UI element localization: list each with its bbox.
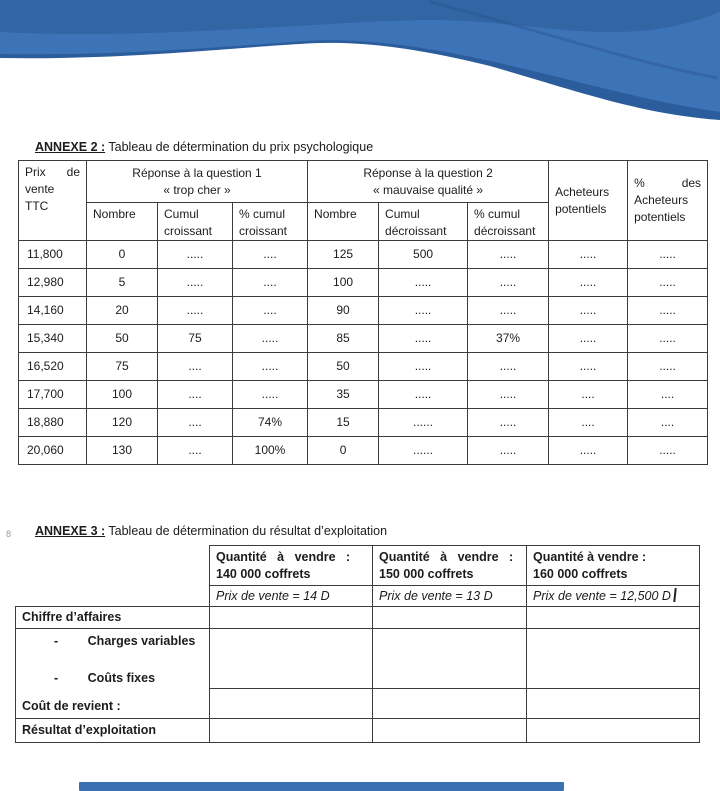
empty-cell [210, 719, 373, 743]
question2-line2: « mauvaise qualité » [373, 182, 484, 197]
data-cell: ..... [549, 269, 628, 297]
data-cell: ..... [158, 297, 233, 325]
empty-cell [210, 629, 373, 689]
data-cell: ..... [549, 353, 628, 381]
data-cell: ..... [628, 269, 708, 297]
header-spacer [16, 546, 210, 586]
question1-line2: « trop cher » [163, 182, 231, 197]
subheader-pct-cumul-croissant: % cumul croissant [233, 203, 308, 241]
data-cell: 15 [308, 409, 379, 437]
data-cell: 35 [308, 381, 379, 409]
couts-fixes-line [16, 670, 209, 687]
data-cell: ..... [468, 297, 549, 325]
data-cell: 100 [308, 269, 379, 297]
annexe2-table [18, 160, 708, 465]
data-cell: 20 [87, 297, 158, 325]
data-cell: 85 [308, 325, 379, 353]
price-value-cell: 16,520 [19, 353, 87, 381]
subheader-nombre-q1: Nombre [87, 203, 158, 241]
cout-revient-label: Coût de revient : [22, 699, 121, 713]
table-row [19, 409, 708, 437]
header-question1-group [87, 161, 308, 203]
annexe3-title-label: ANNEXE 3 : [35, 524, 106, 538]
data-cell: ..... [158, 269, 233, 297]
data-cell: 500 [379, 241, 468, 269]
data-cell: 0 [87, 241, 158, 269]
subheader-nombre-q2: Nombre [308, 203, 379, 241]
data-cell: 75 [87, 353, 158, 381]
empty-cell [210, 607, 373, 629]
data-cell: ..... [628, 325, 708, 353]
annexe3-title [35, 523, 387, 539]
data-cell: .... [549, 409, 628, 437]
data-cell: ..... [233, 325, 308, 353]
data-cell: ..... [468, 241, 549, 269]
data-cell: 125 [308, 241, 379, 269]
data-cell: ..... [158, 241, 233, 269]
data-cell: .... [158, 381, 233, 409]
margin-page-mark: 8 [6, 529, 12, 539]
data-cell: .... [233, 297, 308, 325]
table-row [19, 381, 708, 409]
data-cell: ..... [379, 297, 468, 325]
data-cell: ..... [549, 297, 628, 325]
qty-line1: Quantité à vendre : [533, 549, 647, 564]
header-qty-140000 [210, 546, 373, 586]
data-cell: 90 [308, 297, 379, 325]
data-cell: ..... [468, 409, 549, 437]
qty-line2: 150 000 coffrets [379, 566, 474, 581]
dash-bullet: - [54, 671, 59, 685]
price-value-cell: 18,880 [19, 409, 87, 437]
subheader-cumul-decroissant: Cumul décroissant [379, 203, 468, 241]
data-cell: ..... [549, 325, 628, 353]
data-cell: 50 [308, 353, 379, 381]
annexe3-table [15, 545, 700, 743]
data-cell: 50 [87, 325, 158, 353]
data-cell: ..... [379, 381, 468, 409]
empty-cell [527, 689, 700, 719]
annexe2-title-text: Tableau de détermination du prix psychologique [108, 140, 374, 154]
question1-line1: Réponse à la question 1 [132, 165, 262, 180]
data-cell: ..... [628, 353, 708, 381]
price-12-500d-cell[interactable] [527, 586, 700, 607]
row-label-chiffre-affaires: Chiffre d’affaires [16, 607, 210, 629]
empty-cell [527, 719, 700, 743]
data-cell: ..... [468, 353, 549, 381]
qty-line1: Quantité à vendre : [379, 549, 514, 564]
data-cell: .... [549, 381, 628, 409]
header-pct-acheteurs-potentiels: % des Acheteurs potentiels [628, 161, 708, 241]
data-cell: 5 [87, 269, 158, 297]
data-cell: 100 [87, 381, 158, 409]
data-cell: 120 [87, 409, 158, 437]
couts-fixes-label: Coûts fixes [87, 671, 156, 685]
data-cell: 130 [87, 437, 158, 465]
data-cell: ..... [379, 269, 468, 297]
data-cell: ..... [628, 437, 708, 465]
data-cell: ..... [628, 297, 708, 325]
data-cell: .... [158, 409, 233, 437]
data-cell: 37% [468, 325, 549, 353]
header-qty-150000 [373, 546, 527, 586]
data-cell: 100% [233, 437, 308, 465]
data-cell: ..... [233, 353, 308, 381]
bottom-blue-bar [79, 782, 564, 791]
annexe2-body [19, 241, 708, 465]
price-14d-cell: Prix de vente = 14 D [210, 586, 373, 607]
subheader-pct-cumul-decroissant: % cumul décroissant [468, 203, 549, 241]
table-row [19, 353, 708, 381]
annexe2-title-label: ANNEXE 2 : [35, 140, 106, 154]
header-question2-group [308, 161, 549, 203]
subheader-cumul-croissant: Cumul croissant [158, 203, 233, 241]
data-cell: .... [158, 353, 233, 381]
table-row [19, 241, 708, 269]
data-cell: ..... [549, 241, 628, 269]
empty-cell [373, 689, 527, 719]
table-row [19, 297, 708, 325]
data-cell: ...... [379, 409, 468, 437]
annexe2-title [35, 139, 373, 155]
data-cell: ..... [233, 381, 308, 409]
data-cell: ..... [468, 269, 549, 297]
header-prix-vente-ttc: Prix de vente TTC [19, 161, 87, 241]
empty-cell [373, 719, 527, 743]
qty-line2: 140 000 coffrets [216, 566, 311, 581]
data-cell: ..... [379, 325, 468, 353]
price-text: Prix de vente = 12,500 D [533, 588, 671, 603]
row-label-resultat-exploitation: Résultat d’exploitation [16, 719, 210, 743]
data-cell: .... [233, 241, 308, 269]
data-cell: .... [628, 381, 708, 409]
empty-cell [527, 629, 700, 689]
price-13d-cell: Prix de vente = 13 D [373, 586, 527, 607]
data-cell: ..... [549, 437, 628, 465]
table-row [19, 325, 708, 353]
data-cell: .... [158, 437, 233, 465]
text-cursor [673, 587, 676, 601]
question2-line1: Réponse à la question 2 [363, 165, 493, 180]
qty-line2: 160 000 coffrets [533, 566, 628, 581]
data-cell: ..... [628, 241, 708, 269]
price-value-cell: 17,700 [19, 381, 87, 409]
charges-variables-line [16, 633, 209, 650]
table-row [19, 269, 708, 297]
price-value-cell: 20,060 [19, 437, 87, 465]
header-qty-160000 [527, 546, 700, 586]
dash-bullet: - [54, 634, 59, 648]
header-spacer [16, 586, 210, 607]
qty-line1: Quantité à vendre : [216, 549, 351, 564]
price-value-cell: 12,980 [19, 269, 87, 297]
data-cell: .... [628, 409, 708, 437]
row-label-charges-group [16, 629, 210, 719]
price-value-cell: 15,340 [19, 325, 87, 353]
table-row [19, 437, 708, 465]
charges-variables-label: Charges variables [87, 634, 196, 648]
wave-svg [0, 0, 720, 132]
price-value-cell: 14,160 [19, 297, 87, 325]
data-cell: 74% [233, 409, 308, 437]
top-wave-graphic [0, 0, 720, 132]
data-cell: ..... [468, 381, 549, 409]
header-acheteurs-potentiels: Acheteurs potentiels [549, 161, 628, 241]
empty-cell [527, 607, 700, 629]
empty-cell [210, 689, 373, 719]
price-value-cell: 11,800 [19, 241, 87, 269]
data-cell: 75 [158, 325, 233, 353]
data-cell: ...... [379, 437, 468, 465]
annexe3-title-text: Tableau de détermination du résultat d’exploitation [108, 524, 388, 538]
data-cell: 0 [308, 437, 379, 465]
data-cell: ..... [468, 437, 549, 465]
data-cell: .... [233, 269, 308, 297]
data-cell: ..... [379, 353, 468, 381]
empty-cell [373, 629, 527, 689]
empty-cell [373, 607, 527, 629]
